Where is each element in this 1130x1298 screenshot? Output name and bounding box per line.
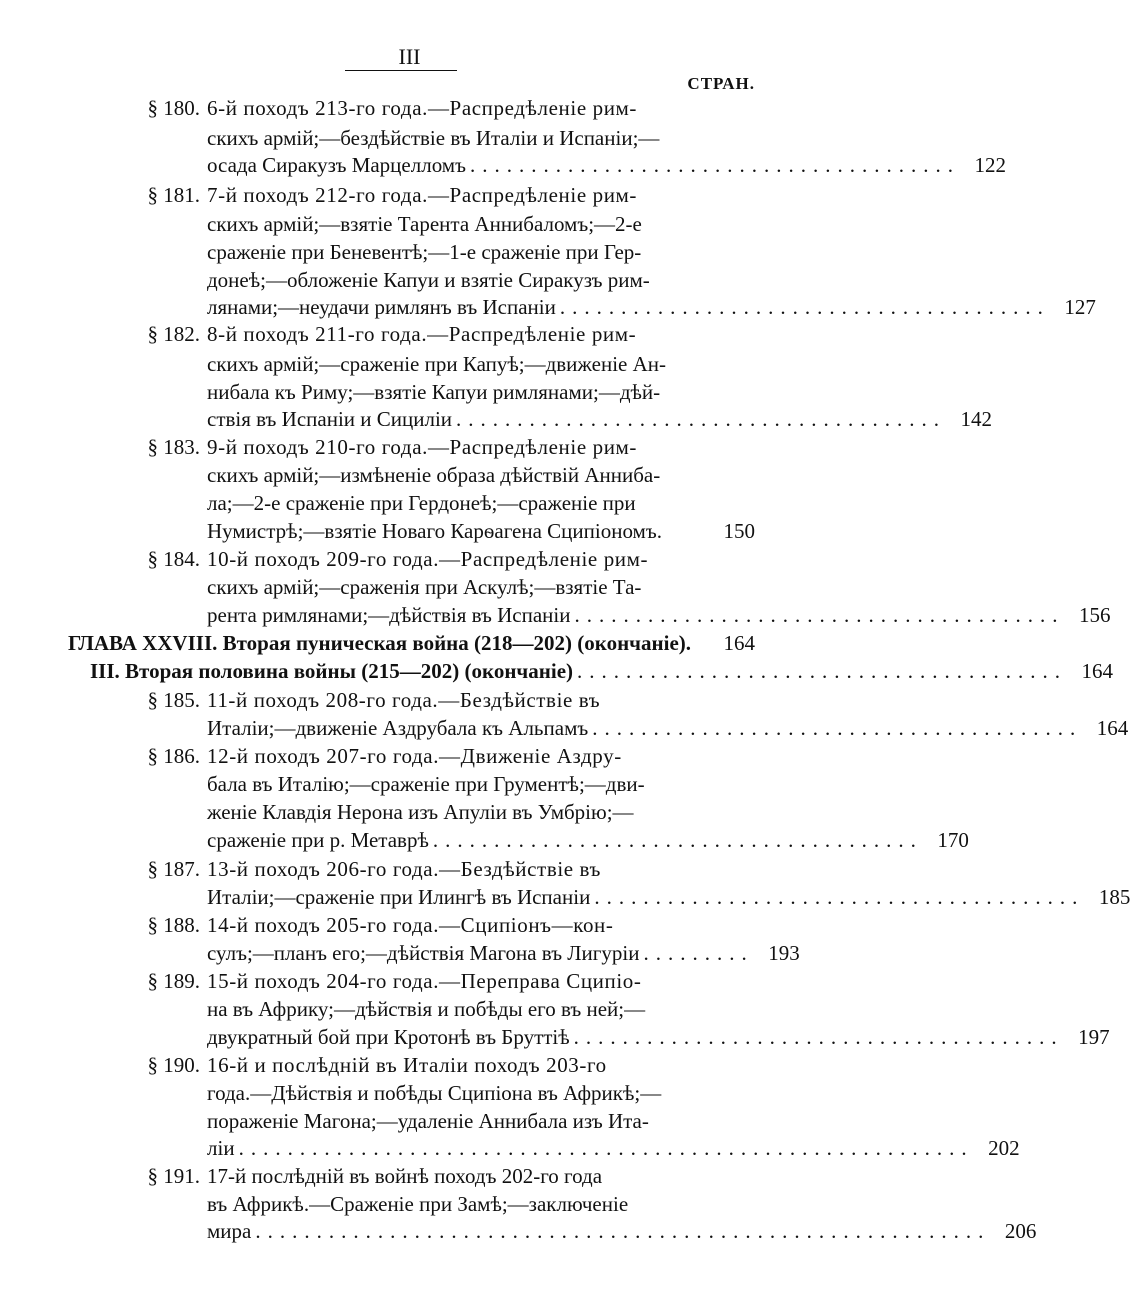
dot-leader: ........................................ <box>559 295 1050 319</box>
leader-row <box>207 153 1006 178</box>
leader-row <box>207 1136 1020 1161</box>
entry-line <box>0 491 819 521</box>
page-ref: 164 <box>723 631 755 655</box>
entry-text: ліи <box>207 1136 235 1160</box>
page-ref: 127 <box>1064 295 1096 319</box>
section-number: § 181. <box>147 183 200 207</box>
dot-leader: ............................................................ <box>255 1219 991 1243</box>
entry-text: осада Сиракузъ Марцелломъ <box>207 153 466 177</box>
dot-leader <box>662 519 709 544</box>
section-number: § 182. <box>147 322 200 346</box>
dot-leader: ........................................ <box>469 153 960 177</box>
entry-line <box>0 212 819 242</box>
section-number: § 189. <box>147 969 200 993</box>
header-rule <box>345 70 457 71</box>
toc-entry-189 <box>0 969 819 999</box>
section-number: § 190. <box>147 1053 200 1077</box>
entry-line <box>0 828 969 858</box>
toc-entry-182 <box>0 322 819 352</box>
dot-leader: ........................................ <box>577 659 1068 683</box>
toc-entry-185 <box>0 688 819 718</box>
entry-text: скихъ армій;—бездѣйствіе въ Италіи и Испаніи;— <box>207 126 660 150</box>
entry-line <box>0 800 819 830</box>
toc-entry-187 <box>0 857 819 887</box>
entry-line <box>0 716 1129 746</box>
entry-line <box>0 1192 819 1222</box>
leader-row <box>90 659 1114 684</box>
toc-entry-190 <box>0 1053 819 1083</box>
entry-text: скихъ армій;—сраженія при Аскулѣ;—взятіе Та- <box>207 575 642 599</box>
page-ref: 122 <box>974 153 1006 177</box>
page-ref: 197 <box>1078 1025 1110 1049</box>
entry-line <box>0 575 819 605</box>
part-heading <box>0 659 1114 689</box>
entry-text: лянами;—неудачи римлянъ въ Испаніи <box>207 295 556 319</box>
entry-text: донеѣ;—обложеніе Капуи и взятіе Сиракузъ рим- <box>207 268 650 292</box>
part-title: III. Вторая половина войны (215—202) (окончаніе) <box>90 659 574 683</box>
entry-line <box>0 603 1111 633</box>
entry-line <box>0 407 993 437</box>
leader-row <box>207 885 1130 910</box>
entry-text: мира <box>207 1219 252 1243</box>
page-ref: 164 <box>1081 659 1114 683</box>
entry-text: Нумистрѣ;—взятіе Новаго Карѳагена Сципіономъ. <box>207 519 662 543</box>
entry-text: 11-й походъ 208-го года.—Бездѣйствіе въ <box>207 688 601 712</box>
entry-text: сулъ;—планъ его;—дѣйствія Магона въ Лигуріи <box>207 941 640 965</box>
entry-text: 8-й походъ 211-го года.—Распредѣленіе рим- <box>207 322 637 346</box>
chapter-title: ГЛАВА XXVIII. Вторая пуническая война (218—202) (окончаніе). <box>68 631 692 655</box>
dot-leader: ......... <box>643 941 754 965</box>
entry-text: сраженіе при р. Метаврѣ <box>207 828 429 852</box>
entry-text: 16-й и послѣдній въ Италіи походъ 203-го <box>207 1053 607 1077</box>
dot-leader: ............................................................ <box>238 1136 974 1160</box>
entry-text: 12-й походъ 207-го года.—Движеніе Аздру- <box>207 744 622 768</box>
toc-entry-180 <box>0 96 819 126</box>
entry-text: сраженіе при Беневентѣ;—1-е сраженіе при Гер- <box>207 240 642 264</box>
entry-text: пораженіе Магона;—удаленіе Аннибала изъ Ита- <box>207 1109 649 1133</box>
entry-text: на въ Африку;—дѣйствія и побѣды его въ ней;— <box>207 997 646 1021</box>
entry-line <box>0 153 1006 183</box>
entry-text: двукратный бой при Кротонѣ въ Бруттіѣ <box>207 1025 570 1049</box>
entry-line <box>0 1136 1020 1166</box>
entry-line <box>0 941 819 971</box>
section-number: § 185. <box>147 688 200 712</box>
section-number: § 184. <box>147 547 200 571</box>
page-ref: 170 <box>937 828 969 852</box>
leader-row <box>207 1025 1110 1050</box>
toc-entry-184 <box>0 547 819 577</box>
entry-line <box>0 772 819 802</box>
page-ref: 202 <box>988 1136 1020 1160</box>
entry-line <box>0 352 819 382</box>
section-number: § 188. <box>147 913 200 937</box>
entry-text: бала въ Италію;—сраженіе при Грументѣ;—дви- <box>207 772 645 796</box>
page-ref: 150 <box>723 519 755 543</box>
entry-text: въ Африкѣ.—Сраженіе при Замѣ;—заключеніе <box>207 1192 629 1216</box>
leader-row <box>207 941 800 966</box>
page-number: III <box>398 44 421 69</box>
entry-text: скихъ армій;—сраженіе при Капуѣ;—движеніе Ан- <box>207 352 667 376</box>
leader-row <box>207 519 755 544</box>
entry-text: Италіи;—движеніе Аздрубала къ Альпамъ <box>207 716 589 740</box>
dot-leader: ........................................ <box>594 885 1085 909</box>
entry-line <box>0 380 819 410</box>
entry-line <box>0 1025 1110 1055</box>
page-ref: 142 <box>960 407 993 431</box>
section-number: § 183. <box>147 435 200 459</box>
leader-row <box>207 828 969 853</box>
entry-text: 6-й походъ 213-го года.—Распредѣленіе рим- <box>207 96 638 120</box>
entry-line <box>0 240 819 270</box>
section-number: § 191. <box>147 1164 200 1188</box>
dot-leader: ........................................ <box>432 828 923 852</box>
toc-entry-186 <box>0 744 819 774</box>
entry-text: ствія въ Испаніи и Сициліи <box>207 407 453 431</box>
entry-text: 17-й послѣдній въ войнѣ походъ 202-го года <box>207 1164 603 1188</box>
dot-leader: ........................................ <box>456 407 947 431</box>
entry-text: года.—Дѣйствія и побѣды Сципіона въ Африкѣ;— <box>207 1081 662 1105</box>
section-number: § 187. <box>147 857 200 881</box>
dot-leader: ........................................ <box>592 716 1083 740</box>
entry-line <box>0 1219 1037 1249</box>
leader-row <box>207 407 993 432</box>
entry-line <box>0 1109 819 1139</box>
leader-row <box>68 631 755 656</box>
page-ref: 164 <box>1096 716 1129 740</box>
toc-entry-188 <box>0 913 819 943</box>
entry-text: 10-й походъ 209-го года.—Распредѣленіе рим- <box>207 547 649 571</box>
entry-text: 7-й походъ 212-го года.—Распредѣленіе рим- <box>207 183 638 207</box>
leader-row <box>207 1219 1037 1244</box>
leader-row <box>207 716 1129 741</box>
page-ref: 193 <box>768 941 800 965</box>
toc-entry-181 <box>0 183 819 213</box>
page-ref: 156 <box>1079 603 1111 627</box>
dot-leader: ........................................ <box>573 1025 1064 1049</box>
page-column-label: СТРАН. <box>687 74 755 93</box>
entry-text: 15-й походъ 204-го года.—Переправа Сципіо- <box>207 969 642 993</box>
entry-text: скихъ армій;—взятіе Тарента Аннибаломъ;—2-е <box>207 212 642 236</box>
entry-text: Италіи;—сраженіе при Илингѣ въ Испаніи <box>207 885 591 909</box>
entry-text: нибала къ Риму;—взятіе Капуи римлянами;—дѣй- <box>207 380 661 404</box>
entry-text: ла;—2-е сраженіе при Гердонеѣ;—сраженіе при <box>207 491 636 515</box>
dot-leader <box>691 631 709 656</box>
page-ref: 206 <box>1004 1219 1037 1243</box>
page-ref: 185 <box>1098 885 1130 909</box>
leader-row <box>207 295 1096 320</box>
entry-text: 13-й походъ 206-го года.—Бездѣйствіе въ <box>207 857 602 881</box>
entry-text: женіе Клавдія Нерона изъ Апуліи въ Умбрію;— <box>207 800 634 824</box>
section-number: § 186. <box>147 744 200 768</box>
entry-line <box>0 126 819 156</box>
entry-line <box>0 997 819 1027</box>
entry-line <box>0 519 819 549</box>
entry-text: 9-й походъ 210-го года.—Распредѣленіе рим- <box>207 435 638 459</box>
entry-text: 14-й походъ 205-го года.—Сципіонъ—кон- <box>207 913 614 937</box>
dot-leader: ........................................ <box>574 603 1065 627</box>
toc-entry-191 <box>0 1164 819 1194</box>
entry-line <box>0 295 1096 325</box>
entry-text: скихъ армій;—измѣненіе образа дѣйствій Анниба- <box>207 463 661 487</box>
entry-line <box>0 885 1130 915</box>
chapter-heading <box>0 631 819 661</box>
leader-row <box>207 603 1111 628</box>
entry-line <box>0 1081 819 1111</box>
section-number: § 180. <box>147 96 200 120</box>
entry-line <box>0 268 819 298</box>
entry-line <box>0 463 819 493</box>
toc-entry-183 <box>0 435 819 465</box>
entry-text: рента римлянами;—дѣйствія въ Испаніи <box>207 603 571 627</box>
